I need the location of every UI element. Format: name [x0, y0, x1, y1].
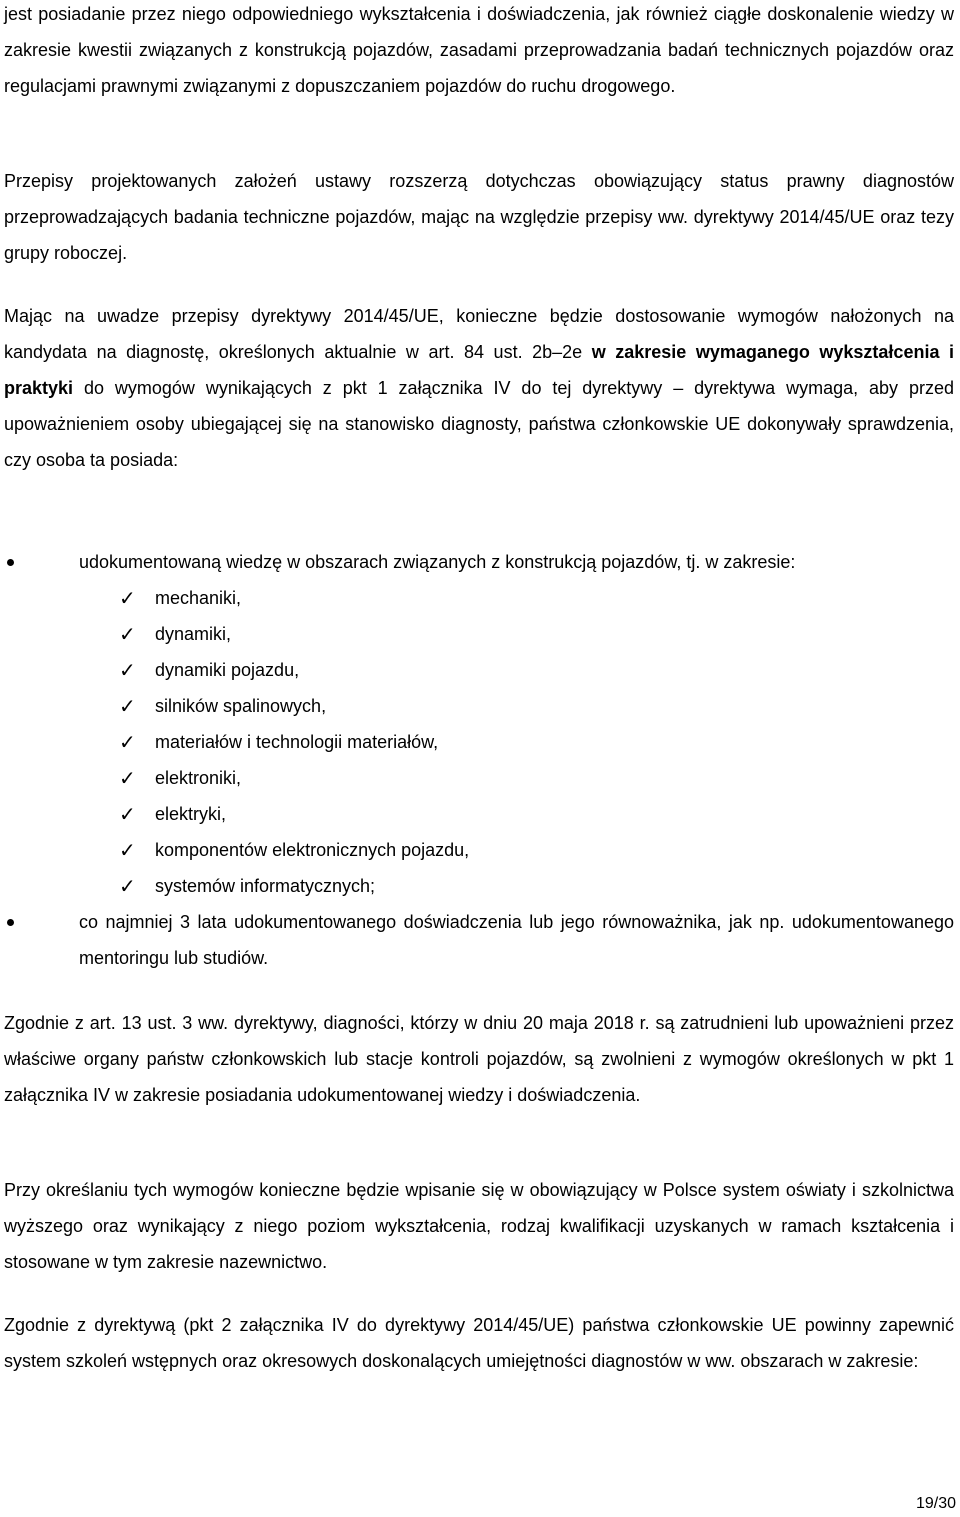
- check-text: systemów informatycznych;: [155, 876, 376, 896]
- bullet-icon: [7, 559, 14, 566]
- check-text: dynamiki pojazdu,: [155, 660, 300, 680]
- check-item: [4, 832, 954, 868]
- check-text: komponentów elektronicznych pojazdu,: [155, 840, 470, 860]
- paragraph-3-text-b: do wymogów wynikających z pkt 1 załącznika IV do tej dyrektywy – dyrektywa wymaga, aby przed upoważnieniem osoby ubiegającej się na stanowisko diagnosty, państwa członkowskie UE dokonywały sprawdzenia, czy osoba ta posiada:: [4, 378, 954, 470]
- check-item: [4, 868, 954, 904]
- paragraph-3-text-a: Mając na uwadze przepisy dyrektywy 2014/45/UE, konieczne będzie dostosowanie wymogów nałożonych na kandydata na diagnostę, określonych aktualnie w art. 84 ust. 2b–2e: [4, 306, 954, 362]
- check-text: elektroniki,: [155, 768, 242, 788]
- paragraph-2: Przepisy projektowanych założeń ustawy rozszerzą dotychczas obowiązujący status prawny diagnostów przeprowadzających badania techniczne pojazdów, mając na względzie przepisy ww. dyrektywy 2014/45/UE oraz tezy grupy roboczej.: [4, 171, 954, 263]
- knowledge-areas-list: [79, 580, 954, 904]
- checkmark-icon: ✓: [119, 694, 136, 718]
- paragraph-6: Zgodnie z dyrektywą (pkt 2 załącznika IV do dyrektywy 2014/45/UE) państwa członkowskie UE powinny zapewnić system szkoleń wstępnych oraz okresowych doskonalących umiejętności diagnostów w ww. obszarach w zakresie:: [4, 1315, 954, 1371]
- bullet-text: udokumentowaną wiedzę w obszarach związanych z konstrukcją pojazdów, tj. w zakresie:: [79, 552, 796, 572]
- checkmark-icon: ✓: [119, 838, 136, 862]
- paragraph-3: [4, 298, 954, 478]
- check-item: [4, 652, 954, 688]
- paragraph-1: jest posiadanie przez niego odpowiedniego wykształcenia i doświadczenia, jak również ciągłe doskonalenie wiedzy w zakresie kwestii związanych z konstrukcją pojazdów, zasadami przeprowadzania badań technicznych pojazdów oraz regulacjami prawnymi związanymi z dopuszczaniem pojazdów do ruchu drogowego.: [4, 4, 954, 96]
- checkmark-icon: ✓: [119, 874, 136, 898]
- check-item: [4, 724, 954, 760]
- check-item: [4, 796, 954, 832]
- requirements-list: [4, 544, 954, 976]
- check-text: dynamiki,: [155, 624, 232, 644]
- check-text: mechaniki,: [155, 588, 242, 608]
- list-item: [4, 544, 954, 904]
- check-text: silników spalinowych,: [155, 696, 327, 716]
- checkmark-icon: ✓: [119, 730, 136, 754]
- paragraph-4: Zgodnie z art. 13 ust. 3 ww. dyrektywy, diagności, którzy w dniu 20 maja 2018 r. są zatrudnieni lub upoważnieni przez właściwe organy państw członkowskich lub stacje kontroli pojazdów, są zwolnieni z wymogów określonych w pkt 1 załącznika IV w zakresie posiadania udokumentowanej wiedzy i doświadczenia.: [4, 1013, 954, 1105]
- check-text: materiałów i technologii materiałów,: [155, 732, 439, 752]
- checkmark-icon: ✓: [119, 658, 136, 682]
- bullet-icon: [7, 919, 14, 926]
- paragraph-5: Przy określaniu tych wymogów konieczne będzie wpisanie się w obowiązujący w Polsce system oświaty i szkolnictwa wyższego oraz wynikający z niego poziom wykształcenia, rodzaj kwalifikacji uzyskanych w ramach kształcenia i stosowane w tym zakresie nazewnictwo.: [4, 1180, 954, 1272]
- check-text: elektryki,: [155, 804, 227, 824]
- check-item: [4, 760, 954, 796]
- checkmark-icon: ✓: [119, 586, 136, 610]
- paragraph-3-bold: w zakresie wymaganego wykształcenia i praktyki: [4, 342, 954, 398]
- check-item: [4, 688, 954, 724]
- checkmark-icon: ✓: [119, 622, 136, 646]
- check-item: [4, 616, 954, 652]
- list-item: [4, 904, 954, 976]
- checkmark-icon: ✓: [119, 802, 136, 826]
- checkmark-icon: ✓: [119, 766, 136, 790]
- page-number: 19/30: [915, 1495, 956, 1512]
- bullet-text: co najmniej 3 lata udokumentowanego doświadczenia lub jego równoważnika, jak np. udokumentowanego mentoringu lub studiów.: [79, 912, 954, 968]
- check-item: [4, 580, 954, 616]
